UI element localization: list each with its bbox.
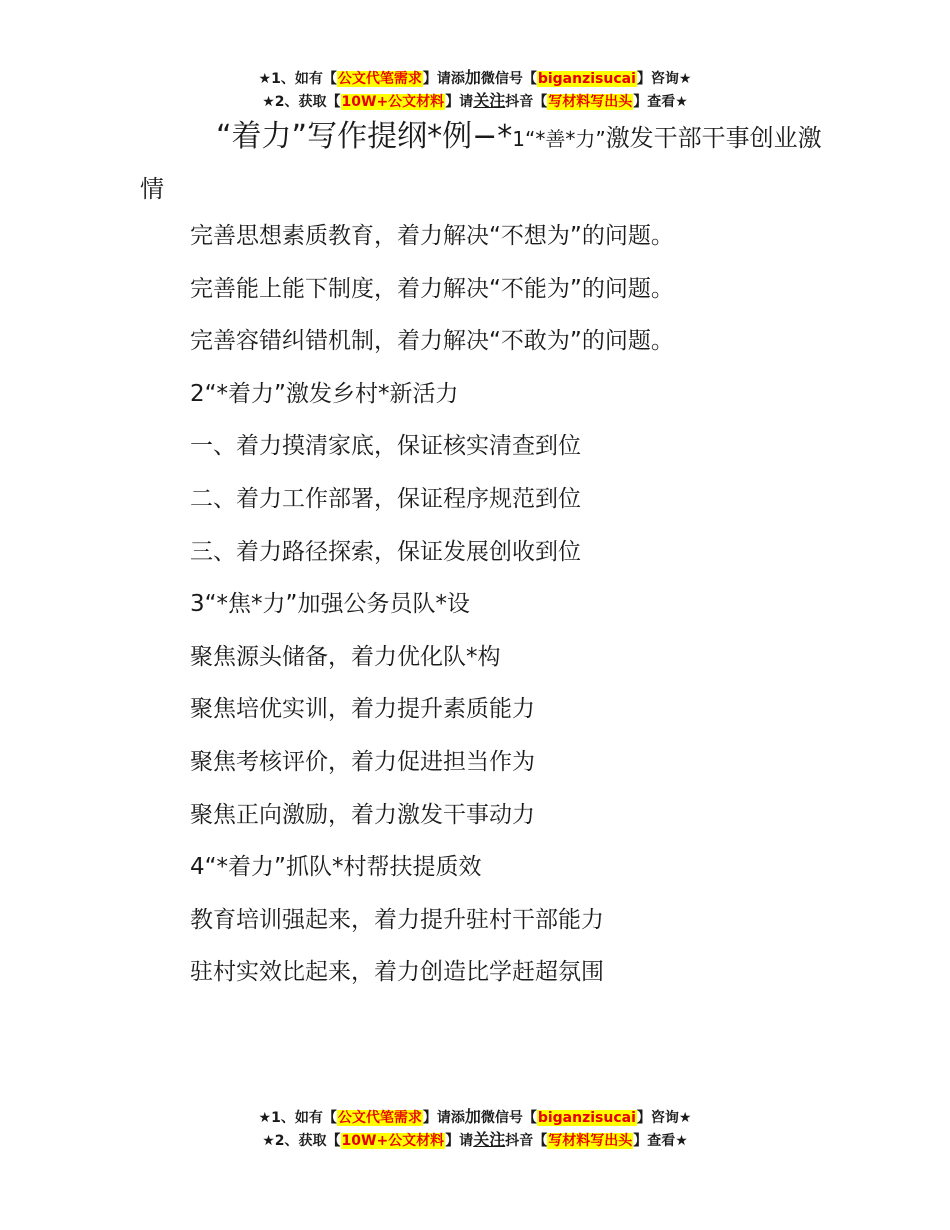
title-rest: 激发干部干事创业激情 [140, 124, 822, 203]
promo-line-1 [0, 1106, 950, 1129]
body-line: 完善容错纠错机制，着力解决“不敢为”的问题。 [190, 328, 674, 355]
body-line: 三、着力路径探索，保证发展创收到位 [190, 538, 581, 565]
promo-text: ★1、如有【 [258, 1110, 337, 1126]
promo-highlight: biganzisucai [537, 71, 636, 87]
body-line: 完善能上能下制度，着力解决“不能为”的问题。 [190, 275, 674, 302]
body-line: 教育培训强起来，着力提升驻村干部能力 [190, 906, 604, 933]
body-line: 3“*焦*力”加强公务员队*设 [190, 591, 470, 618]
promo-text: 抖音【 [505, 94, 548, 110]
promo-text: 】请 [445, 1133, 474, 1149]
body-line: 驻村实效比起来，着力创造比学赶超氛围 [190, 959, 604, 986]
promo-highlight: 10W+公文材料 [341, 1133, 445, 1149]
promo-text: ★2、获取【 [262, 1133, 341, 1149]
body-line: 聚焦源头储备，着力优化队*构 [190, 643, 501, 670]
promo-text: 关注 [473, 91, 506, 110]
promo-text: 抖音【 [505, 1133, 548, 1149]
title-lead: “着力”写作提纲*例−* [216, 119, 513, 154]
promo-highlight: 写材料写出头 [548, 1133, 633, 1149]
promo-highlight: biganzisucai [537, 1110, 636, 1126]
promo-text: 微信号【 [480, 71, 537, 87]
body-line: 一、着力摸清家底，保证核实清查到位 [190, 433, 581, 460]
promo-text: ★2、获取【 [262, 94, 341, 110]
footer-promo-banner [0, 1106, 950, 1152]
document-title [140, 112, 830, 214]
promo-text: 】咨询★ [636, 1110, 692, 1126]
promo-highlight: 10W+公文材料 [341, 94, 445, 110]
promo-text: 关注 [473, 1130, 506, 1149]
header-promo-banner [0, 67, 950, 113]
promo-text: 加 [464, 68, 481, 87]
promo-line-2 [0, 1129, 950, 1152]
body-line: 完善思想素质教育，着力解决“不想为”的问题。 [190, 223, 674, 249]
title-numbered-heading: 1“*善*力” [512, 127, 606, 151]
body-line: 聚焦考核评价，着力促进担当作为 [190, 748, 535, 775]
promo-highlight: 写材料写出头 [548, 94, 633, 110]
promo-highlight: 公文代笔需求 [337, 1110, 422, 1126]
promo-text: 】咨询★ [636, 71, 692, 87]
body-line: 4“*着力”抓队*村帮扶提质效 [190, 854, 482, 881]
promo-text: 】请添 [422, 71, 465, 87]
promo-text: ★1、如有【 [258, 71, 337, 87]
promo-text: 】请 [445, 94, 474, 110]
body-line: 聚焦培优实训，着力提升素质能力 [190, 696, 535, 723]
body-line: 聚焦正向激励，着力激发干事动力 [190, 801, 535, 828]
promo-text: 加 [464, 1107, 481, 1126]
body-line: 二、着力工作部署，保证程序规范到位 [190, 485, 581, 512]
promo-highlight: 公文代笔需求 [337, 71, 422, 87]
promo-text: 】请添 [422, 1110, 465, 1126]
promo-line-2 [0, 90, 950, 113]
body-line: 2“*着力”激发乡村*新活力 [190, 380, 459, 407]
promo-text: 】查看★ [633, 94, 688, 110]
promo-text: 微信号【 [480, 1110, 537, 1126]
promo-line-1 [0, 67, 950, 90]
promo-text: 】查看★ [633, 1133, 688, 1149]
document-body [190, 214, 890, 1003]
